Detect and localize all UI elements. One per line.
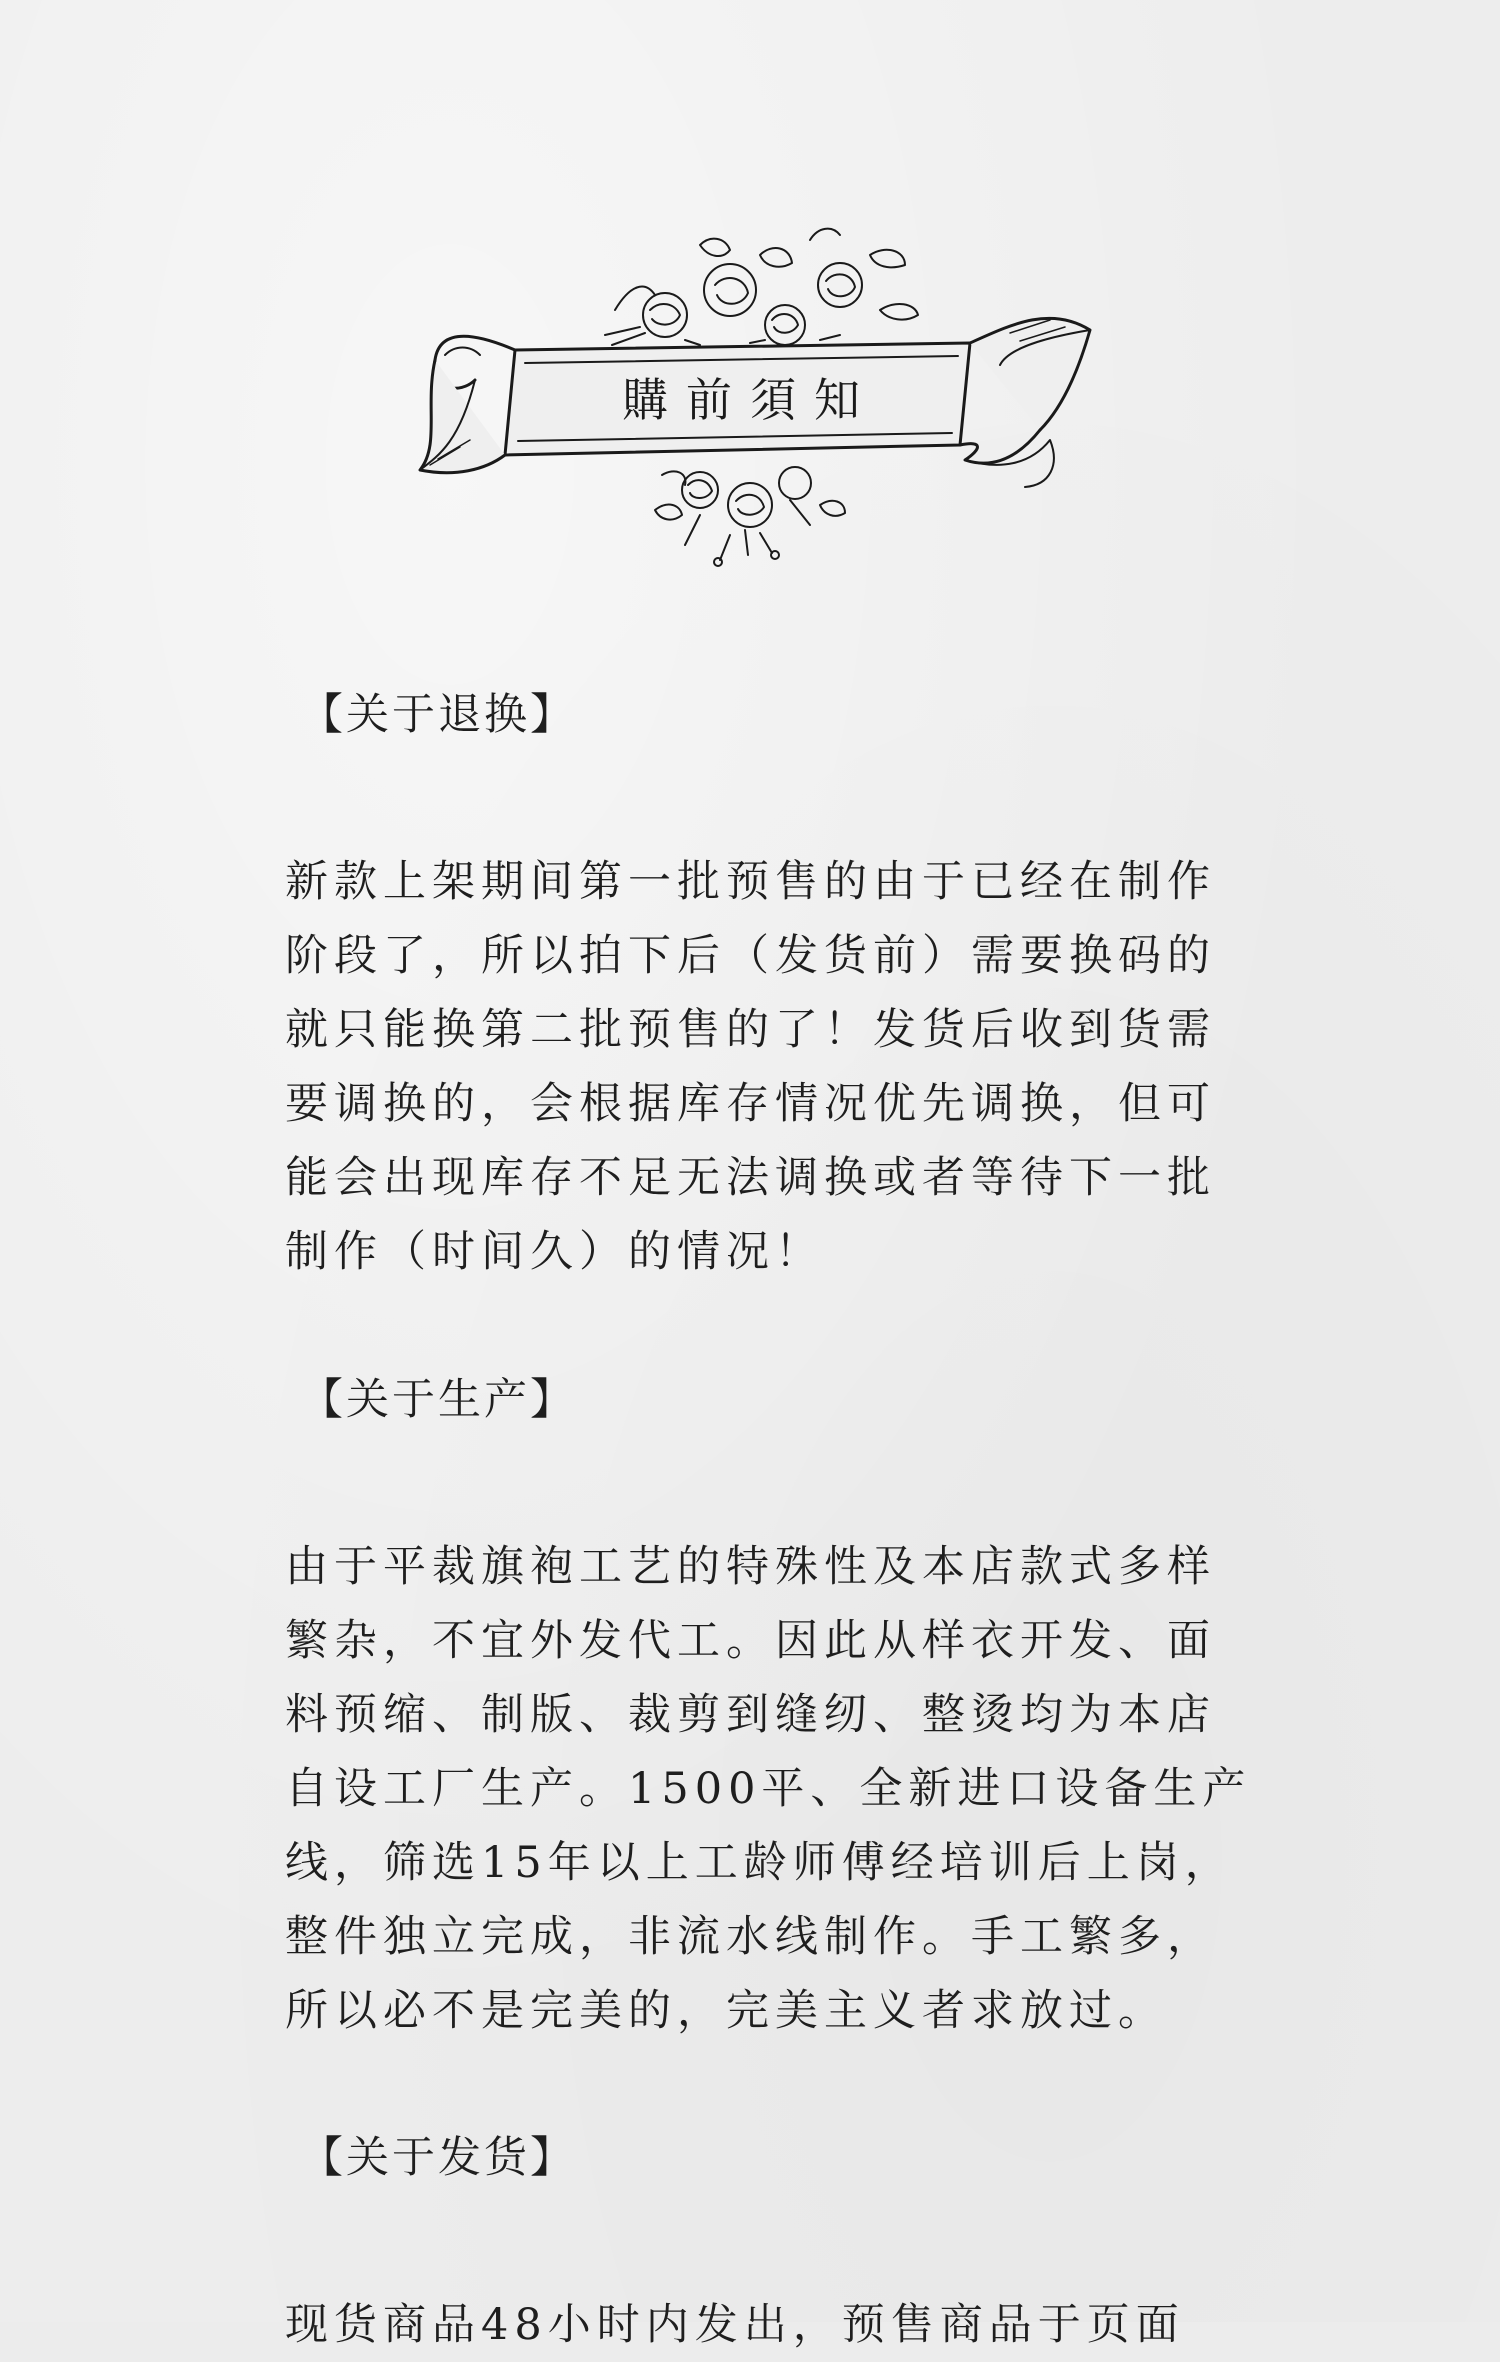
section-production bbox=[285, 1370, 1285, 2048]
section-paragraph bbox=[285, 845, 1270, 1289]
section-heading: 【关于退换】 bbox=[300, 690, 576, 740]
section-heading: 【关于发货】 bbox=[300, 2133, 576, 2183]
paragraph-line: 现货商品48小时内发出，预售商品于页面 bbox=[285, 2300, 1185, 2350]
section-returns bbox=[285, 685, 1285, 1289]
section-paragraph bbox=[285, 2288, 1270, 2362]
section-paragraph bbox=[285, 1530, 1270, 2048]
paragraph-line: 阶段了，所以拍下后（发货前）需要换码的 bbox=[285, 931, 1216, 981]
paragraph-line: 由于平裁旗袍工艺的特殊性及本店款式多样 bbox=[285, 1542, 1216, 1592]
paragraph-line: 就只能换第二批预售的了！发货后收到货需 bbox=[285, 1005, 1216, 1055]
paragraph-line: 繁杂，不宜外发代工。因此从样衣开发、面 bbox=[285, 1616, 1216, 1666]
paragraph-line: 所以必不是完美的，完美主义者求放过。 bbox=[285, 1986, 1167, 2036]
paragraph-line: 新款上架期间第一批预售的由于已经在制作 bbox=[285, 857, 1216, 907]
paragraph-line: 能会出现库存不足无法调换或者等待下一批 bbox=[285, 1153, 1216, 1203]
paragraph-line: 整件独立完成，非流水线制作。手工繁多， bbox=[285, 1912, 1216, 1962]
paragraph-line: 料预缩、制版、裁剪到缝纫、整烫均为本店 bbox=[285, 1690, 1216, 1740]
paragraph-line: 要调换的，会根据库存情况优先调换，但可 bbox=[285, 1079, 1216, 1129]
section-heading: 【关于生产】 bbox=[300, 1375, 576, 1425]
paragraph-line: 自设工厂生产。1500平、全新进口设备生产 bbox=[285, 1764, 1252, 1814]
section-shipping bbox=[285, 2128, 1285, 2362]
banner-title: 購前須知 bbox=[622, 373, 878, 427]
banner-ornament bbox=[400, 215, 1100, 565]
paragraph-line: 线，筛选15年以上工龄师傅经培训后上岗， bbox=[285, 1838, 1234, 1888]
paragraph-line: 制作（时间久）的情况！ bbox=[285, 1227, 824, 1277]
